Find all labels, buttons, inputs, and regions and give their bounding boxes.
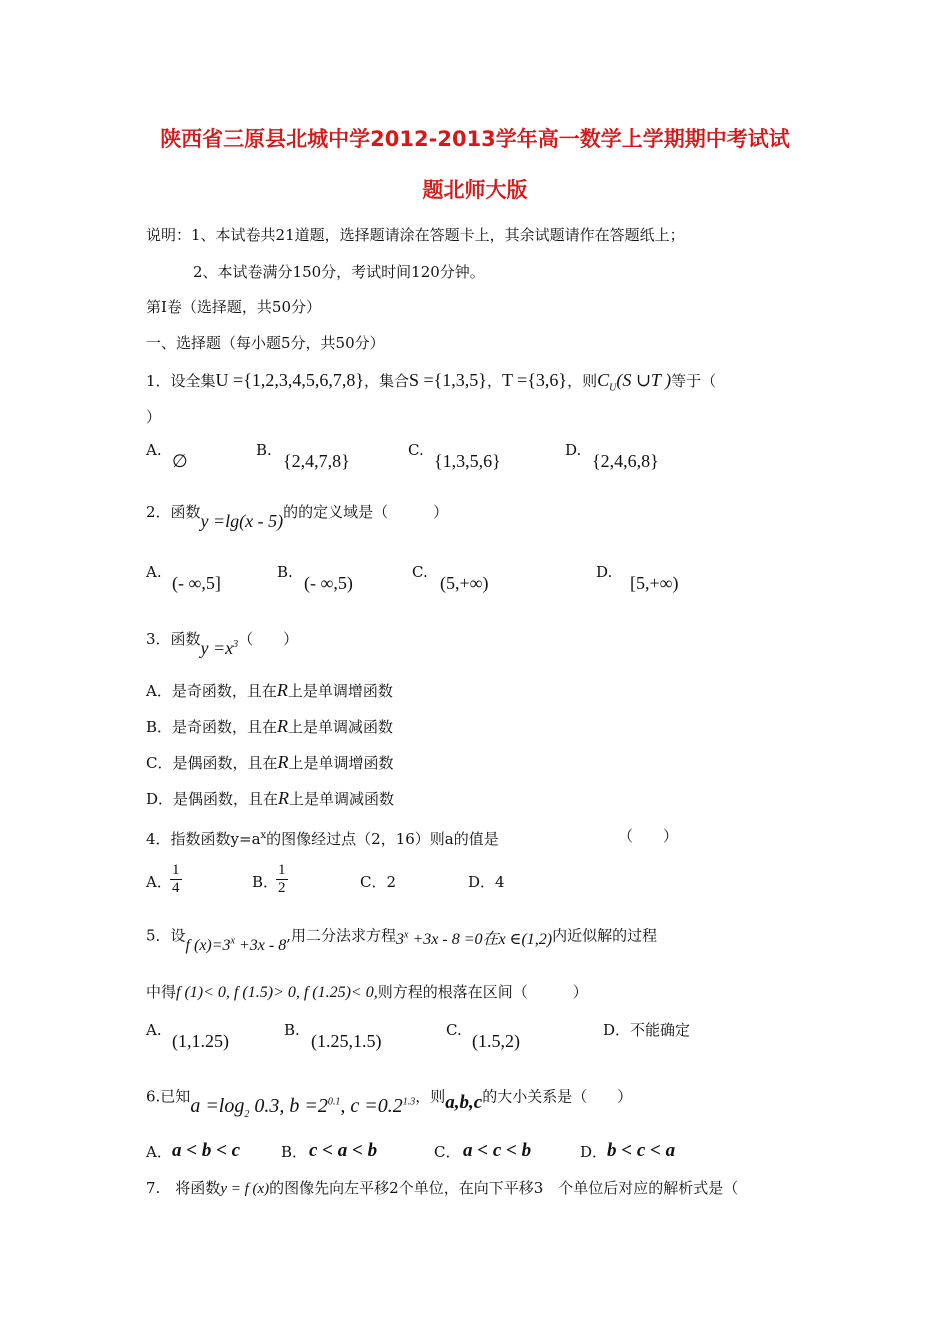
q4-answer-paren: （ ） [618,827,679,845]
q2-option-d: [5,+∞) [630,573,679,593]
question-5: 5．设f $(x)=3^x +3x - 8$,用二分法求方程$3^x +3x - 8 =0$在x ∈(1,2)内近似解的过程 [146,926,658,955]
q2-option-b-label: B. [277,563,293,581]
q3-option-d: D．是偶函数，且在R上是单调减函数 [146,788,395,808]
question-1-cont: ） [146,408,162,426]
section-heading: 第Ⅰ卷（选择题，共50分） [146,298,322,316]
fraction-one-half: $\frac{1}{2}$ [278,862,286,896]
shift-function-expr: y = f (x) [220,1181,270,1197]
comparison-values-expr: $a =\log_2$ 0.3, $b =2^{0.1}$, $c =0.2^{1.3}$ [190,1094,416,1120]
question-4: 4．指数函数$y=a^x$的图像经过点（2，16）则a的值是 [146,830,499,848]
q4-option-d: D．4 [468,873,505,891]
question-7: 7. 将函数y = f (x)的图像先向左平移2个单位，在向下平移3 个单位后对应的解析式是（ [146,1179,739,1197]
q6-option-c-label: C． [434,1143,461,1161]
cubic-function-expr: $y =x^3$ [200,638,239,658]
question-3: 3．函数$y =x^3$（ ） [146,630,299,658]
q6-option-c: a < c < b [463,1140,532,1161]
question-6: 6.已知$a =\log_2$ 0.3, $b =2^{0.1}$, $c =0.2^{1.3}$，则a,b,c的大小关系是（ ） [146,1087,633,1120]
log-function-expr: y =lg(x - 5) [200,511,284,531]
q2-option-c: (5,+∞) [440,573,489,593]
q2-option-b: (- ∞,5) [304,573,353,593]
q1-option-d-label: D. [565,441,582,459]
q2-option-d-label: D. [596,563,613,581]
q6-option-d: b < c < a [607,1140,676,1161]
q4-option-b-label: B． [252,873,279,891]
q3-option-a: A．是奇函数，且在R上是单调增函数 [146,680,393,700]
fraction-one-quarter: $\frac{1}{4}$ [172,862,180,896]
variables-abc: a,b,c [445,1091,483,1113]
q5-option-b-label: B. [284,1021,300,1039]
part-heading: 一、选择题（每小题5分，共50分） [146,334,385,352]
q6-option-a-label: A． [146,1143,172,1161]
q2-option-c-label: C. [412,563,428,581]
q5-option-a-label: A. [146,1021,162,1039]
q4-option-a-label: A． [146,873,172,891]
q5-option-c-label: C. [446,1021,462,1039]
complement-expr: $C_U(S$ ∪T ) [597,370,672,394]
q6-option-b-label: B． [281,1143,308,1161]
q1-option-b-label: B. [256,441,272,459]
exam-title-line2: 题北师大版 [422,178,528,202]
q1-option-a: ∅ [172,451,188,471]
q5-option-c: (1.5,2) [472,1031,520,1051]
q2-option-a-label: A. [146,563,162,581]
question-5-cont: 中得f (1)< 0, f (1.5)> 0, f (1.25)< 0,则方程的根落在区间（ ） [146,983,588,1001]
q6-option-b: c < a < b [309,1140,378,1161]
q1-option-b: {2,4,7,8} [283,451,350,471]
set-s: S ={1,3,5} [409,370,487,390]
q6-option-a: a < b < c [172,1140,241,1161]
q2-option-a: (- ∞,5] [172,573,221,593]
q3-option-c: C．是偶函数，且在R上是单调增函数 [146,752,394,772]
q4-option-a [170,862,182,897]
q5-option-b: (1.25,1.5) [311,1031,382,1051]
bisection-function-expr: f $(x)=3^x +3x - 8$ [185,936,287,955]
q4-option-c: C．2 [360,873,397,891]
q1-option-d: {2,4,6,8} [592,451,659,471]
q1-option-c: {1,3,5,6} [434,451,501,471]
q6-option-d-label: D． [580,1143,608,1161]
question-2: 2．函数y =lg(x - 5)的的定义域是（ ） [146,503,449,531]
q5-option-a: (1,1.25) [172,1031,229,1051]
bisection-equation-expr: $3^x +3x - 8 =0$在x ∈(1,2) [396,930,553,949]
q5-option-d: D．不能确定 [603,1021,691,1039]
q1-option-c-label: C. [408,441,424,459]
question-1: 1．设全集U ={1,2,3,4,5,6,7,8}，集合S ={1,3,5}，T ={3,6}，则$C_U(S$ ∪T )等于（ [146,370,717,394]
set-t: T ={3,6} [501,370,568,390]
instructions-note-2: 2、本试卷满分150分，考试时间120分钟。 [193,263,485,281]
q4-option-b [276,862,288,897]
set-u: U ={1,2,3,4,5,6,7,8} [215,370,364,390]
bisection-values-expr: f (1)< 0, f (1.5)> 0, f (1.25)< 0, [176,984,378,1001]
instructions-note-1: 说明：1、本试卷共21道题，选择题请涂在答题卡上，其余试题请作在答题纸上； [146,226,685,244]
exam-title-line1: 陕西省三原县北城中学2012-2013学年高一数学上学期期中考试试 [160,127,790,151]
q1-option-a-label: A. [146,441,162,459]
q3-option-b: B．是奇函数，且在R上是单调减函数 [146,716,394,736]
